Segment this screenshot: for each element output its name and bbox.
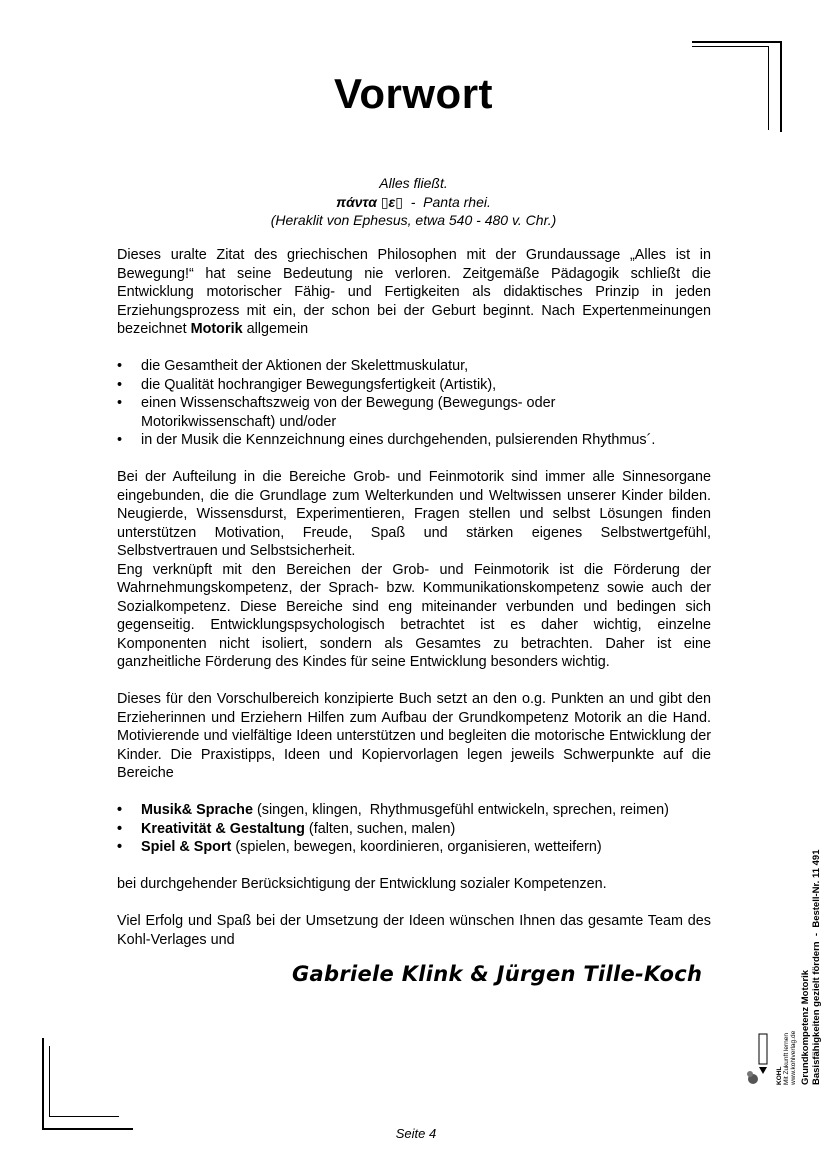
paragraph-senses: Bei der Aufteilung in die Bereiche Grob- und Feinmotorik sind immer alle Sinnesorgane eingebunden, die die Grundlage zum Welterkunden und Weltwissen unserer Kinder bilden. Neugierde, Wissensdurst, Experimentieren, Fragen stellen und selbst Lösungen finden unterstützen Motivation, Freude, Spaß und stärken eigenes Selbstwertgefühl, Selbstvertrauen und Selbstsicherheit. <box>117 469 711 559</box>
sidebar-subtitle-row: Basisfähigkeiten gezielt fördern - Bestell-Nr. 11 491 <box>811 849 822 1085</box>
bullet-icon: • <box>117 395 123 411</box>
bullet-icon: • <box>117 839 123 855</box>
intro-paragraph <box>117 246 711 339</box>
list-item: • Kreativität & Gestaltung (falten, suchen, malen) <box>117 820 456 837</box>
paragraph-competences: Eng verknüpft mit den Bereichen der Grob- und Feinmotorik ist die Förderung der Wahrnehmungskompetenz, der Sprach- bzw. Kommunikationskompetenz sowie auch der Sozialkompetenz. Diese Bereiche sind eng miteinander verbunden und bedingen sich gegenseitig. Entwicklungspsychologisch betrachtet ist es daher wichtig, einzelne Komponenten nicht isoliert, sondern als Gesamtes zu betrachten. Daher ist eine ganzheitliche Förderung des Kindes für seine Entwicklung besonders wichtig. <box>117 561 711 670</box>
page-title: Vorwort <box>333 70 494 117</box>
publisher-logo-text <box>776 1021 790 1085</box>
quote-line-1: Alles fließt. <box>379 175 448 191</box>
epigraph <box>0 174 827 230</box>
publisher-sidebar <box>800 745 827 1085</box>
author-signature: Gabriele Klink & Jürgen Tille-Koch <box>292 962 703 986</box>
greek-quote: πάντα ▯ε▯ <box>336 193 403 210</box>
publisher-url: www.kohlverlag.de <box>790 1030 797 1085</box>
paragraph-closing: Viel Erfolg und Spaß bei der Umsetzung der Ideen wünschen Ihnen das gesamte Team des Kohl-Verlages und <box>117 913 711 948</box>
logo-name: KOHL <box>776 1066 783 1085</box>
list-item: • die Qualität hochrangiger Bewegungsfertigkeit (Artistik), <box>117 376 497 393</box>
logo-slogan: Mit Zukunft lernen <box>783 1032 790 1085</box>
definition-list <box>117 357 711 450</box>
intro-tail: allgemein <box>242 321 309 337</box>
paragraph-book: Dieses für den Vorschulbereich konzipierte Buch setzt an den o.g. Punkten an und gibt den Erzieherinnen und Erziehern Hilfen zum Aufbau der Grundkompetenz Motorik an die Hand. Motivierende und vielfältige Ideen unterstützen und begleiten die motorische Entwicklung der Kinder. Die Praxistipps, Ideen und Kopiervorlagen legen jeweils Schwerpunkte auf die Bereiche <box>117 691 711 781</box>
bullet-icon: • <box>117 802 123 818</box>
list-item: • Musik& Sprache (singen, klingen, Rhythmusgefühl entwickeln, sprechen, reimen) <box>117 802 669 818</box>
list-item: • Spiel & Sport (spielen, bewegen, koordinieren, organisieren, wetteifern) <box>117 839 602 855</box>
focus-area-list <box>117 801 711 857</box>
list-item: • in der Musik die Kennzeichnung eines durchgehenden, pulsierenden Rhythmus´. <box>117 432 656 448</box>
bullet-icon: • <box>117 432 123 448</box>
list-item: • die Gesamtheit der Aktionen der Skelettmuskulatur, <box>117 358 469 374</box>
body-text <box>117 246 711 949</box>
bullet-icon: • <box>117 820 123 837</box>
bullet-icon: • <box>117 358 123 374</box>
page-number: Seite 4 <box>395 1126 437 1141</box>
quote-transliteration: - Panta rhei. <box>402 193 491 210</box>
sidebar-book-title: Grundkompetenz Motorik <box>800 969 811 1085</box>
publisher-logo-icon <box>745 1022 770 1087</box>
bullet-icon: • <box>117 376 123 393</box>
intro-text: Dieses uralte Zitat des griechischen Philosophen mit der Grundaussage „Alles ist in Bewegung!“ hat seine Bedeutung nie verloren. Zeitgemäße Pädagogik schließt die Entwicklung motorischer Fähig- und Fertigkeiten als didaktisches Prinzip in jeden Erziehungsprozess mit ein, der schon bei der Geburt beginnt. Nach Expertenmeinungen bezeichnet <box>117 247 711 337</box>
quote-attribution: (Heraklit von Ephesus, etwa 540 - 480 v. Chr.) <box>270 212 557 228</box>
quote-line-2 <box>0 193 827 212</box>
order-number: Bestell-Nr. 11 491 <box>811 849 822 928</box>
intro-bold-term: Motorik <box>190 321 243 337</box>
list-item: • einen Wissenschaftszweig von der Bewegung (Bewegungs- oder Motorikwissenschaft) und/oder <box>117 395 556 430</box>
paragraph-social: bei durchgehender Berücksichtigung der Entwicklung sozialer Kompetenzen. <box>117 876 607 892</box>
